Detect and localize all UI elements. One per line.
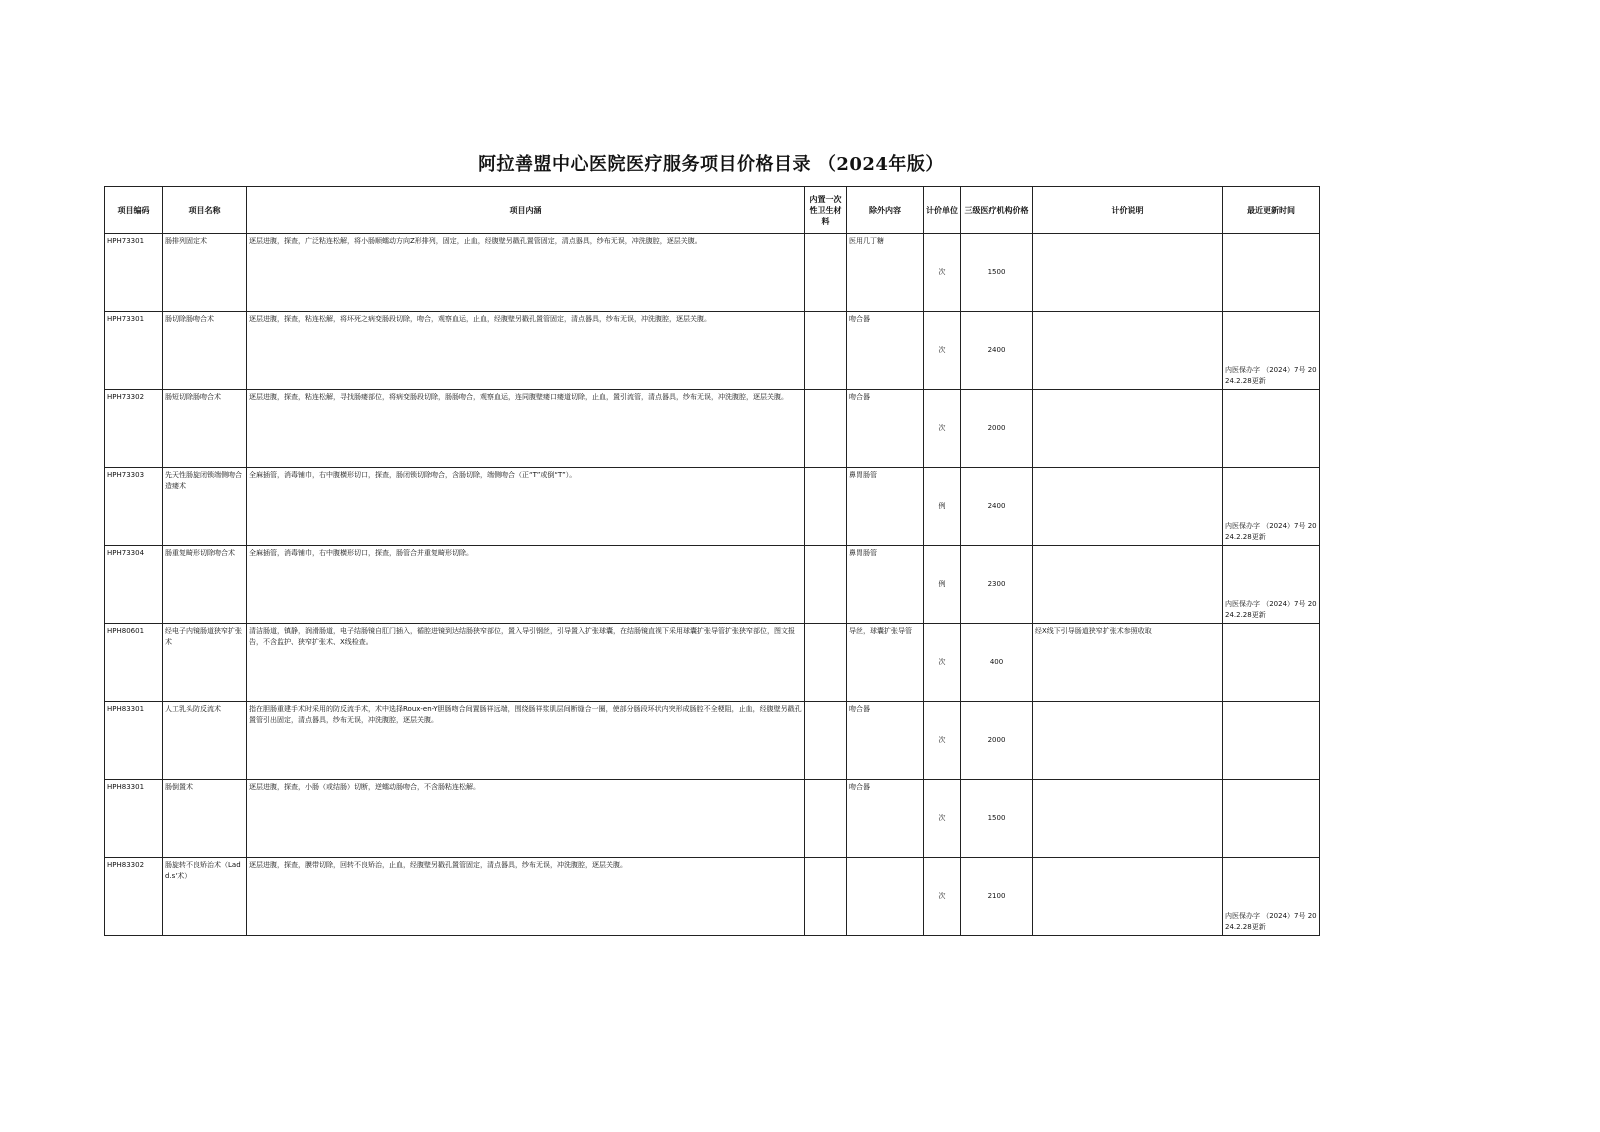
table-header-row (105, 187, 1320, 234)
col-header-name: 项目名称 (163, 187, 247, 234)
cell-note (1033, 858, 1223, 936)
cell-content: 逐层进腹，探查，小肠（或结肠）切断，逆蠕动肠吻合，不含肠粘连松解。 (247, 780, 805, 858)
cell-unit: 次 (924, 780, 961, 858)
cell-content: 逐层进腹，探查，膜带切除，回转不良矫治，止血，经腹壁另戳孔置管固定，清点器具，纱布无误，冲洗腹腔，逐层关腹。 (247, 858, 805, 936)
table-row (105, 468, 1320, 546)
cell-updated (1223, 234, 1320, 312)
cell-price: 1500 (961, 234, 1033, 312)
cell-name: 肠排列固定术 (163, 234, 247, 312)
cell-updated (1223, 780, 1320, 858)
cell-price: 2000 (961, 390, 1033, 468)
cell-excluded: 吻合器 (847, 312, 924, 390)
table-row (105, 624, 1320, 702)
cell-content: 全麻插管，消毒铺巾，右中腹横形切口，探查，肠管合并重复畸形切除。 (247, 546, 805, 624)
cell-note (1033, 312, 1223, 390)
cell-excluded (847, 858, 924, 936)
table-row (105, 390, 1320, 468)
cell-note: 经X线下引导肠道狭窄扩张术参照收取 (1033, 624, 1223, 702)
cell-content: 清洁肠道，镇静，润滑肠道，电子结肠镜自肛门插入，循腔进镜到达结肠狭窄部位，置入导引钢丝，引导置入扩张球囊，在结肠镜直视下采用球囊扩张导管扩张狭窄部位，图文报告，不含监护、狭窄扩张术、X线检查。 (247, 624, 805, 702)
cell-unit: 次 (924, 858, 961, 936)
cell-excluded: 吻合器 (847, 780, 924, 858)
cell-code: HPH83301 (105, 780, 163, 858)
cell-price: 1500 (961, 780, 1033, 858)
cell-note (1033, 546, 1223, 624)
cell-note (1033, 468, 1223, 546)
cell-material (805, 312, 847, 390)
cell-excluded: 吻合器 (847, 702, 924, 780)
cell-updated: 内医保办字 （2024）7号 2024.2.28更新 (1223, 312, 1320, 390)
cell-excluded: 吻合器 (847, 390, 924, 468)
cell-material (805, 624, 847, 702)
cell-material (805, 390, 847, 468)
cell-material (805, 234, 847, 312)
cell-code: HPH73301 (105, 312, 163, 390)
cell-note (1033, 234, 1223, 312)
cell-price: 400 (961, 624, 1033, 702)
cell-name: 肠切除肠吻合术 (163, 312, 247, 390)
cell-material (805, 780, 847, 858)
cell-code: HPH80601 (105, 624, 163, 702)
col-header-unit: 计价单位 (924, 187, 961, 234)
col-header-updated: 最近更新时间 (1223, 187, 1320, 234)
cell-material (805, 702, 847, 780)
cell-material (805, 468, 847, 546)
cell-content: 逐层进腹，探查，粘连松解，将坏死之病变肠段切除，吻合，观察血运，止血，经腹壁另戳孔置管固定，清点器具，纱布无误，冲洗腹腔，逐层关腹。 (247, 312, 805, 390)
cell-price: 2000 (961, 702, 1033, 780)
cell-material (805, 858, 847, 936)
cell-name: 肠短切除肠吻合术 (163, 390, 247, 468)
cell-unit: 次 (924, 624, 961, 702)
col-header-price: 三级医疗机构价格 (961, 187, 1033, 234)
cell-excluded: 导丝，球囊扩张导管 (847, 624, 924, 702)
cell-code: HPH83301 (105, 702, 163, 780)
cell-updated: 内医保办字 （2024）7号 2024.2.28更新 (1223, 858, 1320, 936)
cell-excluded: 鼻胃肠管 (847, 546, 924, 624)
cell-note (1033, 702, 1223, 780)
cell-unit: 次 (924, 702, 961, 780)
cell-code: HPH83302 (105, 858, 163, 936)
cell-name: 经电子内镜肠道狭窄扩张术 (163, 624, 247, 702)
col-header-note: 计价说明 (1033, 187, 1223, 234)
cell-content: 全麻插管，消毒铺巾，右中腹横形切口，探查，肠闭锁切除吻合，含肠切除，端侧吻合（正“T”或倒“T”）。 (247, 468, 805, 546)
cell-unit: 例 (924, 468, 961, 546)
table-row (105, 780, 1320, 858)
cell-excluded: 鼻胃肠管 (847, 468, 924, 546)
table-row (105, 234, 1320, 312)
cell-code: HPH73301 (105, 234, 163, 312)
cell-name: 肠重复畸形切除吻合术 (163, 546, 247, 624)
cell-name: 人工乳头防反流术 (163, 702, 247, 780)
cell-updated (1223, 624, 1320, 702)
table-row (105, 312, 1320, 390)
table-row (105, 702, 1320, 780)
col-header-material: 内置一次性卫生材料 (805, 187, 847, 234)
cell-updated: 内医保办字 （2024）7号 2024.2.28更新 (1223, 546, 1320, 624)
cell-name: 肠倒置术 (163, 780, 247, 858)
cell-code: HPH73303 (105, 468, 163, 546)
table-row (105, 858, 1320, 936)
col-header-code: 项目编码 (105, 187, 163, 234)
table-row (105, 546, 1320, 624)
cell-price: 2400 (961, 468, 1033, 546)
col-header-content: 项目内涵 (247, 187, 805, 234)
cell-price: 2100 (961, 858, 1033, 936)
cell-unit: 例 (924, 546, 961, 624)
cell-updated (1223, 390, 1320, 468)
cell-name: 先天性肠旋闭锁端侧吻合造瘘术 (163, 468, 247, 546)
cell-unit: 次 (924, 390, 961, 468)
cell-content: 逐层进腹，探查，广泛粘连松解，将小肠顺蠕动方向Z形排列，固定，止血，经腹壁另戳孔置管固定，清点器具，纱布无误，冲洗腹腔，逐层关腹。 (247, 234, 805, 312)
cell-code: HPH73304 (105, 546, 163, 624)
cell-updated (1223, 702, 1320, 780)
cell-excluded: 医用几丁糖 (847, 234, 924, 312)
cell-code: HPH73302 (105, 390, 163, 468)
cell-updated: 内医保办字 （2024）7号 2024.2.28更新 (1223, 468, 1320, 546)
cell-price: 2300 (961, 546, 1033, 624)
cell-content: 指在胆肠重建手术时采用的防反流手术，术中选择Roux-en-Y胆肠吻合间置肠祥远端，围绕肠祥浆肌层间断缝合一圈，使部分肠段环状内突形成肠腔不全梗阻，止血，经腹壁另戳孔置管引出固定，清点器具，纱布无误，冲洗腹腔，逐层关腹。 (247, 702, 805, 780)
cell-name: 肠旋转不良矫治术（Ladd.s'术） (163, 858, 247, 936)
col-header-excluded: 除外内容 (847, 187, 924, 234)
page-title: 阿拉善盟中心医院医疗服务项目价格目录 （2024年版） (478, 154, 944, 175)
price-table (104, 186, 1320, 936)
cell-content: 逐层进腹，探查，粘连松解，寻找肠瘘部位，将病变肠段切除，肠肠吻合，观察血运，连同腹壁瘘口瘘道切除，止血，置引流管，清点器具，纱布无误，冲洗腹腔，逐层关腹。 (247, 390, 805, 468)
cell-unit: 次 (924, 234, 961, 312)
cell-price: 2400 (961, 312, 1033, 390)
cell-note (1033, 780, 1223, 858)
cell-unit: 次 (924, 312, 961, 390)
cell-note (1033, 390, 1223, 468)
cell-material (805, 546, 847, 624)
